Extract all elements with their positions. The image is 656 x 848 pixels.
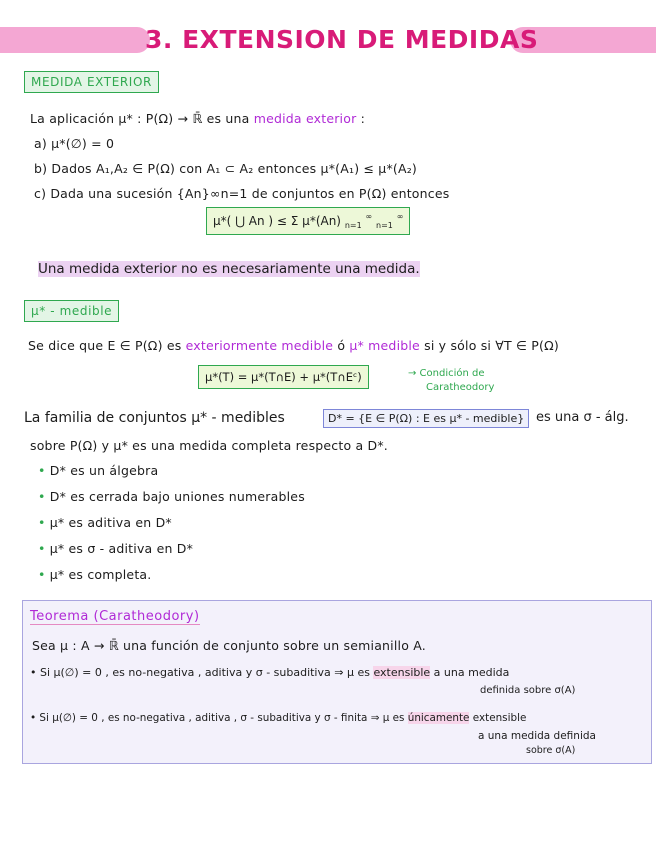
definition-intro-suffix: : <box>356 111 366 126</box>
subadditivity-formula-text: μ*( ⋃ An ) ≤ Σ μ*(An) <box>213 214 341 228</box>
medible-definition-suffix: si y sólo si ∀T ∈ P(Ω) <box>419 338 559 353</box>
definition-intro-highlight: medida exterior <box>253 111 357 126</box>
formula-sum-limit: ∞ <box>396 212 404 221</box>
family-statement-prefix: La familia de conjuntos μ* - medibles <box>24 410 285 426</box>
definition-intro <box>30 111 365 126</box>
theorem-point-1-prefix: • Si μ(∅) = 0 , es no-negativa , aditiva y σ - subaditiva ⇒ μ es <box>30 666 374 679</box>
section-tag-medida-exterior: MEDIDA EXTERIOR <box>24 71 159 93</box>
bullet-item-text: D* es cerrada bajo uniones numerables <box>49 489 305 504</box>
theorem-point-1-suffix: a una medida <box>430 666 510 679</box>
theorem-point-1-line2: definida sobre σ(A) <box>480 685 576 696</box>
bullet-dot-icon: • <box>38 489 46 504</box>
bullet-dot-icon: • <box>38 463 46 478</box>
family-statement-line2: sobre P(Ω) y μ* es una medida completa respecto a D*. <box>30 438 388 453</box>
medible-definition-highlight1: exteriormente medible <box>185 338 334 353</box>
subadditivity-formula <box>206 207 410 235</box>
page-title: 3. EXTENSION DE MEDIDAS <box>145 25 539 54</box>
bullet-dot-icon: • <box>38 567 46 582</box>
family-set-definition: D* = {E ∈ P(Ω) : E es μ* - medible} <box>323 409 529 428</box>
medible-definition <box>28 338 559 353</box>
bullet-item <box>38 541 193 556</box>
theorem-point-2-line3: sobre σ(A) <box>526 745 576 756</box>
bullet-item <box>38 515 172 530</box>
note-not-a-measure-text: Una medida exterior no es necesariamente una medida. <box>38 261 420 277</box>
caratheodory-formula: μ*(T) = μ*(T∩E) + μ*(T∩Eᶜ) <box>198 365 369 389</box>
medible-definition-mid: ó <box>333 338 350 353</box>
family-statement-suffix: es una σ - álg. <box>536 410 629 425</box>
bullet-dot-icon: • <box>38 541 46 556</box>
theorem-point-2-prefix: • Si μ(∅) = 0 , es no-negativa , aditiva , σ - subaditiva y σ - finita ⇒ μ es <box>30 712 408 724</box>
bullet-item-text: D* es un álgebra <box>49 463 159 478</box>
theorem-intro: Sea μ : A → ℝ̄ una función de conjunto sobre un semianillo A. <box>32 638 426 653</box>
theorem-title: Teorema (Caratheodory) <box>30 609 200 624</box>
section-tag-medible: μ* - medible <box>24 300 119 322</box>
property-a: a) μ*(∅) = 0 <box>34 136 115 151</box>
medible-definition-prefix: Se dice que E ∈ P(Ω) es <box>28 338 182 353</box>
theorem-point-2-line2: a una medida definida <box>478 730 596 742</box>
theorem-point-1-highlight: extensible <box>373 666 431 679</box>
formula-union-index: n=1 <box>344 221 362 230</box>
bullet-item <box>38 463 158 478</box>
property-c: c) Dada una sucesión {An}∞n=1 de conjuntos en P(Ω) entonces <box>34 186 450 201</box>
theorem-point-1 <box>30 666 509 679</box>
medible-definition-highlight2: μ* medible <box>349 338 420 353</box>
property-b: b) Dados A₁,A₂ ∈ P(Ω) con A₁ ⊂ A₂ entonces μ*(A₁) ≤ μ*(A₂) <box>34 161 418 176</box>
formula-union-limit: ∞ <box>365 212 373 221</box>
theorem-point-2-highlight: únicamente <box>407 712 470 724</box>
caratheodory-label-line1: → Condición de <box>408 368 485 379</box>
theorem-point-2 <box>30 712 526 724</box>
definition-intro-prefix: La aplicación μ* : P(Ω) → ℝ̄ es una <box>30 111 254 126</box>
caratheodory-label-line2: Caratheodory <box>426 382 495 393</box>
bullet-item-text: μ* es completa. <box>49 567 152 582</box>
note-not-a-measure <box>38 261 420 277</box>
family-statement <box>24 410 285 426</box>
bullet-item <box>38 489 305 504</box>
bullet-item-text: μ* es aditiva en D* <box>49 515 172 530</box>
theorem-point-2-suffix: extensible <box>469 712 527 724</box>
bullet-dot-icon: • <box>38 515 46 530</box>
bullet-item-text: μ* es σ - aditiva en D* <box>49 541 194 556</box>
title-banner-left <box>0 27 150 53</box>
bullet-item <box>38 567 151 582</box>
formula-sum-index: n=1 <box>376 221 393 230</box>
